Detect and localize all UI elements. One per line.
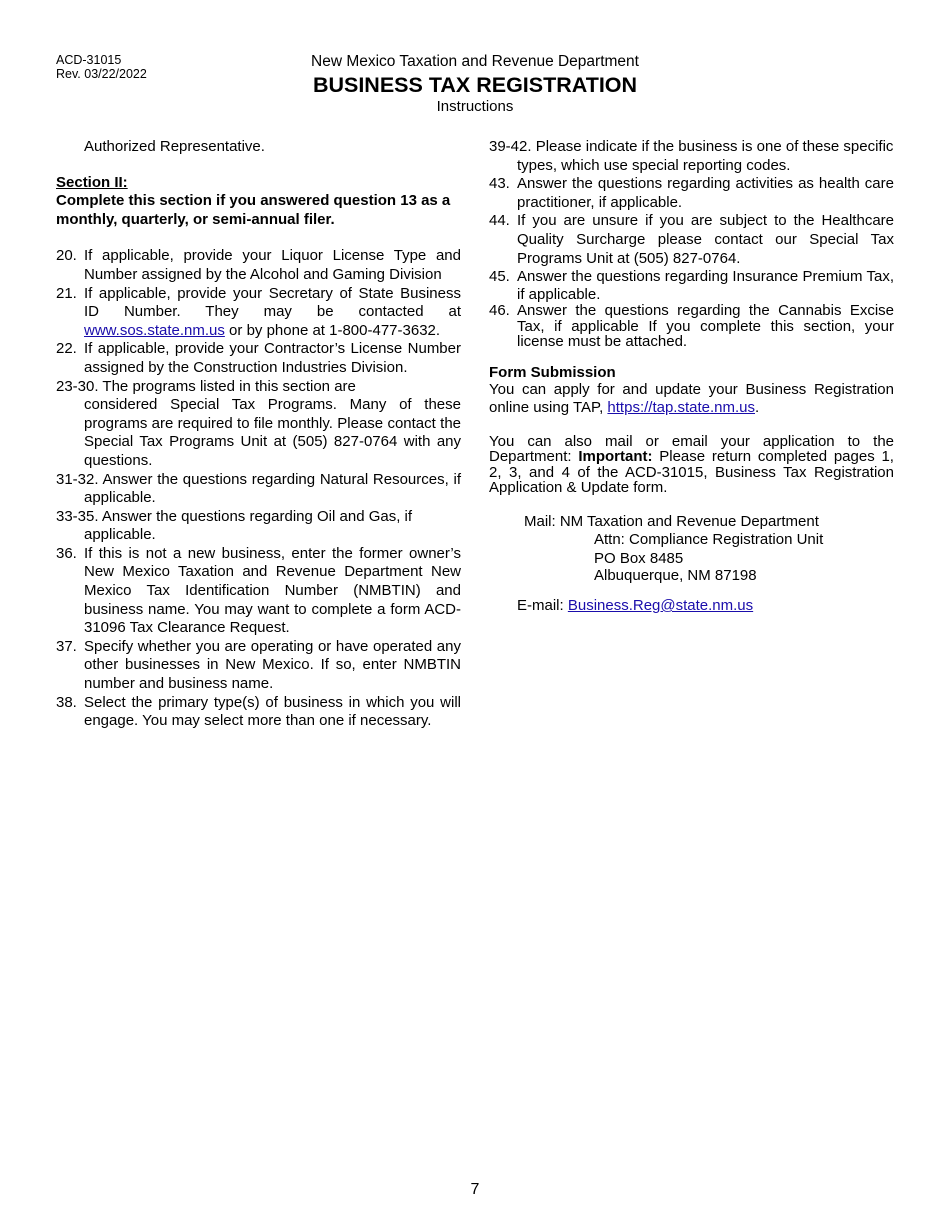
- right-column: [489, 138, 894, 616]
- form-submission-heading: Form Submission: [489, 363, 616, 381]
- item-number: 39-42.: [489, 138, 532, 155]
- item-text: Select the primary type(s) of business in which you will engage. You may select more than one if necessary.: [84, 693, 461, 730]
- item-number: 45.: [489, 268, 510, 286]
- item-text: If this is not a new business, enter the former owner’s New Mexico Taxation and Revenue Department New Mexico Tax Identification Number (NMBTIN) and business name. You may want to complete a form ACD-31096 Tax Clearance Request.: [84, 544, 461, 637]
- section-title: Section II:: [56, 173, 128, 191]
- item-text: If applicable, provide your Contractor’s License Number assigned by the Construction Industries Division.: [84, 340, 461, 376]
- instruction-item-37: [56, 638, 461, 694]
- instruction-item-44: [489, 212, 894, 268]
- instruction-item-33-35: [56, 508, 461, 545]
- item-number: 37.: [56, 637, 77, 655]
- authorized-rep-text: Authorized Representative.: [84, 138, 265, 155]
- mail-submission-text: [489, 434, 894, 496]
- online-submission-text: [489, 381, 894, 418]
- online-text-end: .: [755, 399, 760, 417]
- item-number: 46.: [489, 302, 510, 320]
- mail-line-1: Mail: NM Taxation and Revenue Department: [524, 512, 819, 530]
- page-subtitle: Instructions: [436, 98, 514, 115]
- left-column: [56, 138, 461, 731]
- sos-website-link[interactable]: www.sos.state.nm.us: [84, 321, 225, 339]
- item-number: 33-35.: [56, 507, 99, 525]
- page-number: 7: [470, 1181, 480, 1198]
- item-number: 44.: [489, 212, 510, 230]
- item-number: 22.: [56, 340, 77, 358]
- item-text: Answer the questions regarding activities as health care practitioner, if applicable.: [517, 175, 894, 211]
- mail-line-4: Albuquerque, NM 87198: [594, 567, 757, 585]
- form-number: ACD-31015: [56, 53, 122, 67]
- item-text: Please indicate if the business is one of these specific types, which use special reporting codes.: [517, 138, 894, 174]
- mail-text-end: Please return completed pages 1, 2, 3, and 4 of the ACD-31015, Business Tax Registration Application & Update form.: [489, 448, 894, 497]
- item-text: If you are unsure if you are subject to the Healthcare Quality Surcharge please contact our Special Tax Programs Unit at (505) 827-0764.: [517, 212, 894, 267]
- instruction-item-20: [56, 247, 461, 284]
- item-text: Specify whether you are operating or have operated any other businesses in New Mexico. If so, enter NMBTIN number and business name.: [84, 637, 461, 693]
- item-number: 31-32.: [56, 470, 99, 488]
- mail-line-3: PO Box 8485: [594, 550, 684, 568]
- page-header: [0, 52, 950, 116]
- item-text: Answer the questions regarding Natural Resources, if applicable.: [84, 470, 461, 507]
- department-name: New Mexico Taxation and Revenue Department: [311, 53, 639, 70]
- item-text: Answer the questions regarding Oil and Gas, if applicable.: [84, 507, 413, 544]
- instruction-item-38: [56, 694, 461, 731]
- tap-website-link[interactable]: https://tap.state.nm.us: [607, 399, 755, 417]
- mail-text: You can also mail or email your application to the Department:: [489, 432, 894, 466]
- item-number: 43.: [489, 175, 510, 193]
- instruction-item-45: [489, 268, 894, 303]
- section-heading: [56, 174, 461, 193]
- instruction-item-36: [56, 545, 461, 638]
- instruction-item-46: [489, 303, 894, 350]
- form-revision: Rev. 03/22/2022: [56, 67, 147, 81]
- item-number: 38.: [56, 693, 77, 711]
- important-label: Important:: [578, 448, 653, 466]
- instruction-item-31-32: [56, 471, 461, 508]
- online-text: You can apply for and update your Business Registration online using TAP,: [489, 380, 894, 417]
- mailing-address: [489, 513, 894, 584]
- item-number: 20.: [56, 247, 77, 265]
- email-line: [489, 597, 894, 616]
- page-title: BUSINESS TAX REGISTRATION: [312, 73, 638, 97]
- instruction-item-21: [56, 285, 461, 341]
- item-text: Answer the questions regarding Insurance Premium Tax, if applicable.: [517, 268, 894, 303]
- instruction-item-39-42: [489, 138, 894, 175]
- instruction-item-43: [489, 175, 894, 212]
- mail-line-2: Attn: Compliance Registration Unit: [594, 531, 824, 549]
- item-text: If applicable, provide your Liquor License Type and Number assigned by the Alcohol and Gaming Division: [84, 247, 461, 283]
- instruction-item-23-30: considered Special Tax Programs. Many of these programs are required to file monthly. Please contact the Special Tax Programs Unit at (505) 827-0764 with any questions.: [84, 396, 461, 469]
- email-link[interactable]: Business.Reg@state.nm.us: [567, 597, 754, 615]
- item-text: Answer the questions regarding the Cannabis Excise Tax, if applicable If you complete this section, your license must be attached.: [517, 302, 894, 351]
- item-text: If applicable, provide your Secretary of State Business ID Number. They may be contacted at: [84, 284, 461, 321]
- item-number: 36.: [56, 544, 77, 562]
- instruction-item-22: [56, 340, 461, 377]
- email-label: E-mail:: [517, 597, 568, 615]
- item-text-end: or by phone at 1-800-477-3632.: [224, 321, 441, 339]
- section-intro: Complete this section if you answered question 13 as a monthly, quarterly, or semi-annual filer.: [56, 192, 451, 228]
- item-number: 21.: [56, 284, 77, 302]
- instruction-item-23-30-lead: 23-30. The programs listed in this section are: [56, 377, 356, 395]
